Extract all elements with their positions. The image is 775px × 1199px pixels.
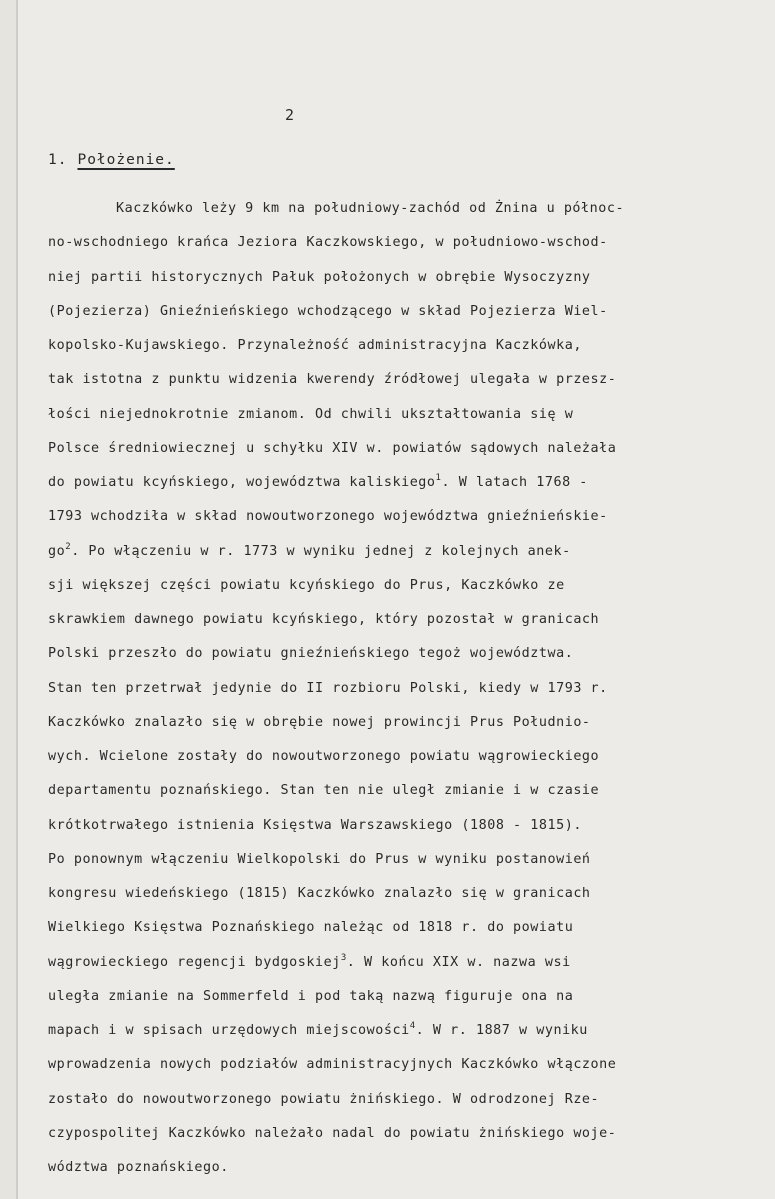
text-line bbox=[48, 1048, 748, 1082]
text-line bbox=[48, 911, 748, 945]
line-text: Po ponownym włączeniu Wielkopolski do Prus w wyniku postanowień bbox=[48, 851, 591, 867]
section-heading bbox=[48, 152, 175, 168]
line-text: Kaczkówko leży 9 km na południowy-zachód od Żnina u północ- bbox=[116, 201, 625, 216]
text-line bbox=[48, 226, 748, 260]
text-line bbox=[48, 398, 748, 432]
line-text: kopolsko-Kujawskiego. Przynależność administracyjna Kaczkówka, bbox=[48, 338, 582, 353]
text-line bbox=[48, 740, 748, 774]
text-line bbox=[48, 569, 748, 603]
text-line bbox=[48, 261, 748, 295]
line-text: tak istotna z punktu widzenia kwerendy źródłowej ulegała w przesz- bbox=[48, 372, 617, 388]
line-text: wych. Wcielone zostały do nowoutworzonego powiatu wągrowieckiego bbox=[48, 749, 600, 764]
line-text: wprowadzenia nowych podziałów administracyjnych Kaczkówko włączone bbox=[48, 1057, 617, 1073]
line-text: łości niejednokrotnie zmianom. Od chwili ukształtowania się w bbox=[48, 406, 574, 422]
line-text: Polski przeszło do powiatu gnieźnieńskiego tegoż województwa. bbox=[48, 646, 574, 662]
section-number: 1. bbox=[48, 152, 68, 168]
line-text: (Pojezierza) Gnieźnieńskiego wchodzącego w skład Pojezierza Wiel- bbox=[48, 303, 608, 319]
text-line bbox=[48, 329, 748, 363]
text-line bbox=[48, 1014, 748, 1048]
line-text: kongresu wiedeńskiego (1815) Kaczkówko znalazło się w granicach bbox=[48, 886, 591, 901]
body-paragraph bbox=[48, 192, 748, 1185]
line-text: niej partii historycznych Pałuk położonych w obrębie Wysoczyzny bbox=[48, 269, 591, 285]
footnote-mark: 2 bbox=[65, 541, 72, 552]
line-text: Polsce średniowiecznej u schyłku XIV w. powiatów sądowych należała bbox=[48, 440, 617, 456]
text-line bbox=[48, 500, 748, 534]
line-text: Stan ten przetrwał jedynie do II rozbioru Polski, kiedy w 1793 r. bbox=[48, 680, 608, 696]
line-text: . W latach 1768 - bbox=[441, 475, 588, 490]
text-line bbox=[48, 432, 748, 466]
text-line bbox=[48, 295, 748, 329]
line-text: . W r. 1887 w wyniku bbox=[415, 1023, 588, 1038]
line-text: skrawkiem dawnego powiatu kcyńskiego, który pozostał w granicach bbox=[48, 612, 600, 627]
section-title: Położenie. bbox=[77, 152, 175, 168]
text-line bbox=[48, 535, 748, 569]
footnote-mark: 4 bbox=[409, 1021, 416, 1031]
footnote-mark: 3 bbox=[340, 952, 347, 963]
text-line bbox=[48, 192, 748, 226]
line-text: wództwa poznańskiego. bbox=[48, 1160, 229, 1175]
line-text: 1793 wchodziła w skład nowoutworzonego województwa gnieźnieńskie- bbox=[48, 509, 608, 525]
document-page bbox=[18, 0, 775, 1199]
text-line bbox=[48, 980, 748, 1014]
line-text: . W końcu XIX w. nazwa wsi bbox=[346, 954, 571, 970]
line-text: do powiatu kcyńskiego, województwa kaliskiego bbox=[48, 475, 436, 490]
line-text: mapach i w spisach urzędowych miejscowości bbox=[48, 1023, 410, 1038]
line-text: wągrowieckiego regencji bydgoskiej bbox=[48, 954, 341, 970]
footnote-mark: 1 bbox=[435, 473, 442, 483]
line-text: zostało do nowoutworzonego powiatu żnińskiego. W odrodzonej Rze- bbox=[48, 1091, 600, 1107]
line-text: krótkotrwałego istnienia Księstwa Warszawskiego (1808 - 1815). bbox=[48, 817, 582, 833]
line-text: departamentu poznańskiego. Stan ten nie uległ zmianie i w czasie bbox=[48, 783, 600, 799]
line-text: Wielkiego Księstwa Poznańskiego należąc od 1818 r. do powiatu bbox=[48, 920, 574, 936]
text-line bbox=[48, 1117, 748, 1151]
line-text: czypospolitej Kaczkówko należało nadal do powiatu żnińskiego woje- bbox=[48, 1125, 617, 1141]
text-line bbox=[48, 946, 748, 980]
text-line bbox=[48, 1083, 748, 1117]
page-number: 2 bbox=[285, 106, 296, 124]
text-line bbox=[48, 1151, 748, 1185]
text-line bbox=[48, 363, 748, 397]
text-line bbox=[48, 706, 748, 740]
text-line bbox=[48, 843, 748, 877]
text-line bbox=[48, 877, 748, 911]
line-text: sji większej części powiatu kcyńskiego do Prus, Kaczkówko ze bbox=[48, 577, 565, 593]
text-line bbox=[48, 603, 748, 637]
text-line bbox=[48, 809, 748, 843]
line-text: uległa zmianie na Sommerfeld i pod taką nazwą figuruje ona na bbox=[48, 988, 574, 1004]
line-text: Kaczkówko znalazło się w obrębie nowej prowincji Prus Południo- bbox=[48, 714, 591, 730]
line-text: go bbox=[48, 543, 66, 559]
line-text: no-wschodniego krańca Jeziora Kaczkowskiego, w południowo-wschod- bbox=[48, 235, 608, 251]
text-line bbox=[48, 672, 748, 706]
text-line bbox=[48, 466, 748, 500]
text-line bbox=[48, 774, 748, 808]
line-text: . Po włączeniu w r. 1773 w wyniku jednej z kolejnych anek- bbox=[71, 543, 571, 559]
text-line bbox=[48, 637, 748, 671]
